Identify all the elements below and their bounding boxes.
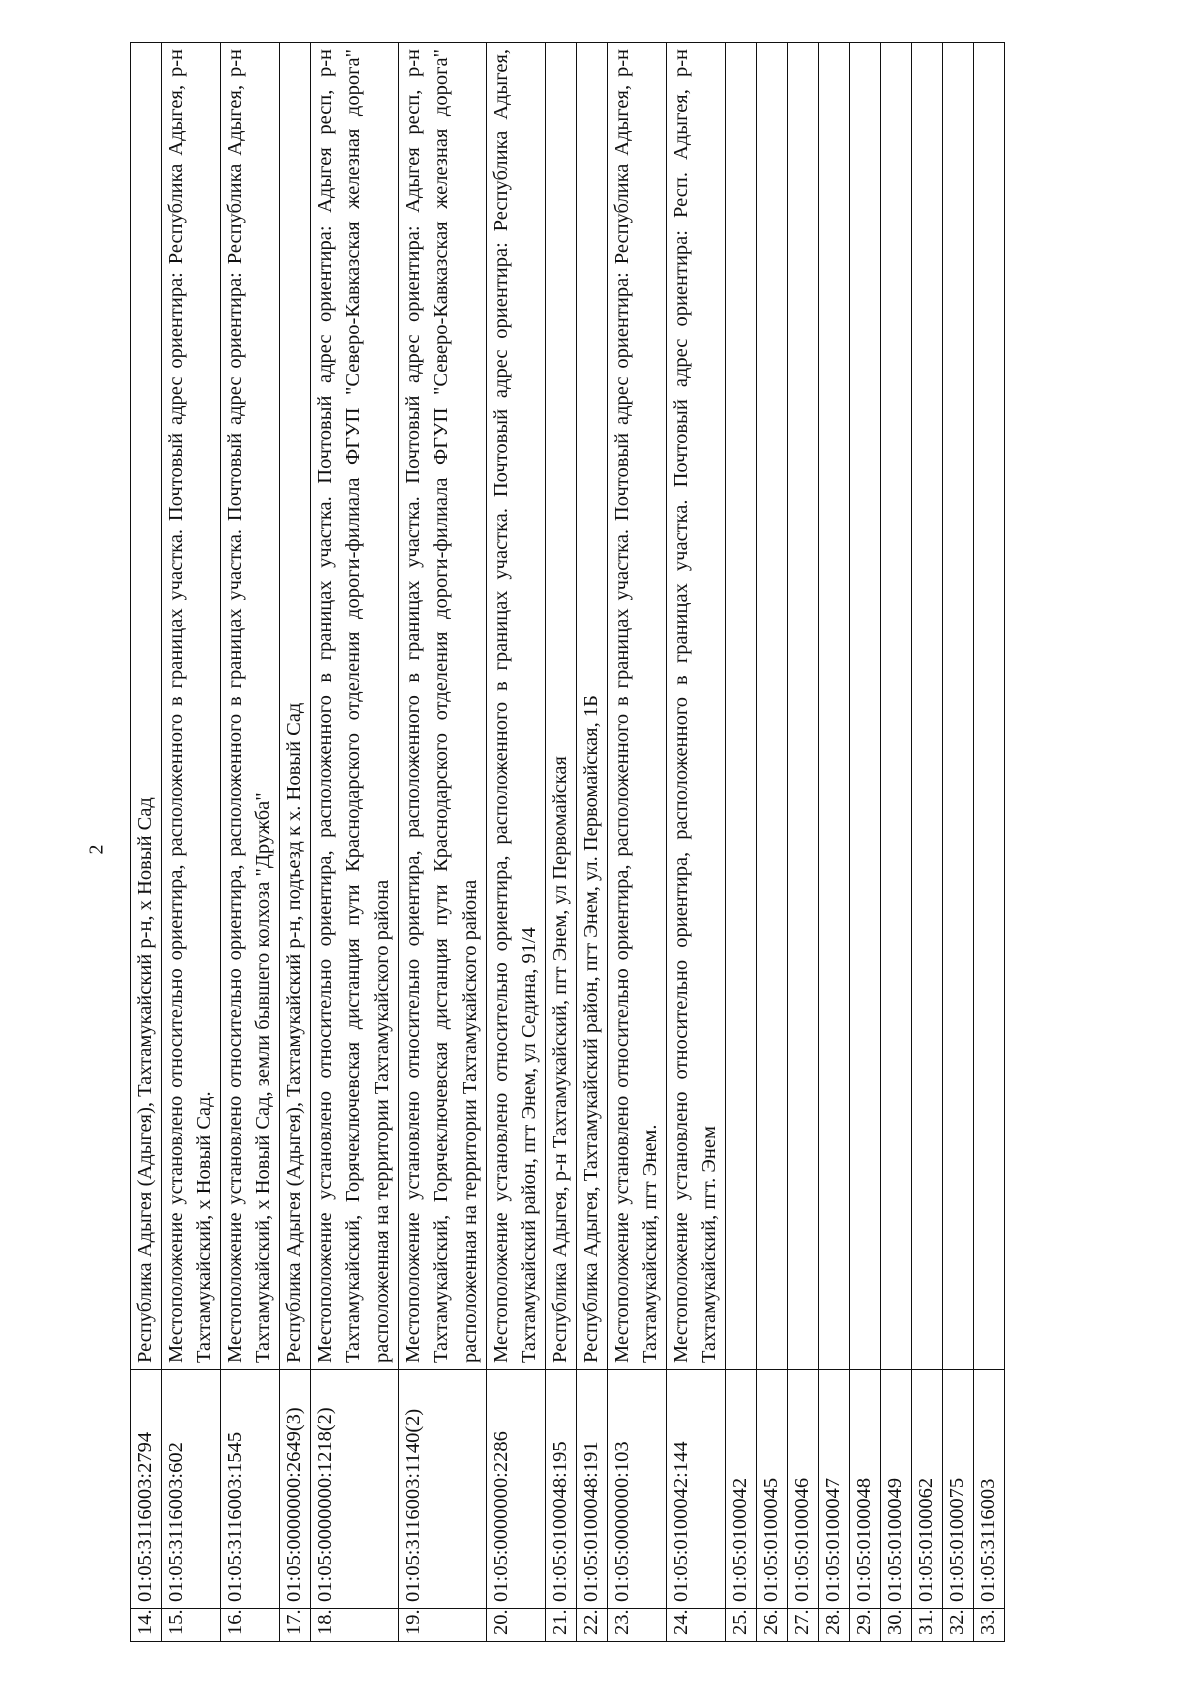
- cadastral-number: 01:05:0100042: [726, 1370, 757, 1609]
- address-cell: [912, 43, 943, 1370]
- table-row: [788, 43, 819, 1642]
- table-row: [850, 43, 881, 1642]
- cadastral-number: 01:05:3116003:2794: [131, 1370, 162, 1609]
- address-cell: [881, 43, 912, 1370]
- row-number: 29.: [850, 1609, 881, 1642]
- table-row: [280, 43, 311, 1642]
- table-row: [726, 43, 757, 1642]
- table-row: [881, 43, 912, 1642]
- table-row: [221, 43, 280, 1642]
- address-cell: Местоположение установлено относительно ориентира, расположенного в границах участка. Почтовый адрес ориентира: Республика Адыгея, р-н Тахтамукайский, х Новый Сад.: [162, 43, 221, 1370]
- row-number: 26.: [757, 1609, 788, 1642]
- row-number: 27.: [788, 1609, 819, 1642]
- table-row: [162, 43, 221, 1642]
- address-cell: Местоположение установлено относительно ориентира, расположенного в границах участка. Почтовый адрес ориентира: Республика Адыгея, р-н Тахтамукайский, х Новый Сад, земли бывшего колхоза "Дружба": [221, 43, 280, 1370]
- cadastral-number: 01:05:3116003:1545: [221, 1370, 280, 1609]
- row-number: 28.: [819, 1609, 850, 1642]
- address-cell: Местоположение установлено относительно ориентира, расположенного в границах участка. Почтовый адрес ориентира: Республика Адыгея, р-н Тахтамукайский, пгт Энем.: [608, 43, 667, 1370]
- row-number: 24.: [667, 1609, 726, 1642]
- address-cell: Республика Адыгея (Адыгея), Тахтамукайский р-н, подъезд к х. Новый Сад: [280, 43, 311, 1370]
- table-row: [819, 43, 850, 1642]
- address-cell: Республика Адыгея, Тахтамукайский район, пгт Энем, ул. Первомайская, 1Б: [577, 43, 608, 1370]
- row-number: 16.: [221, 1609, 280, 1642]
- cadastral-number: 01:05:0000000:2649(3): [280, 1370, 311, 1609]
- table-row: [943, 43, 974, 1642]
- cadastral-number: 01:05:0100045: [757, 1370, 788, 1609]
- table-row: [546, 43, 577, 1642]
- table-row: [974, 43, 1005, 1642]
- address-cell: [788, 43, 819, 1370]
- table-row: [577, 43, 608, 1642]
- cadastral-number: 01:05:3116003:1140(2): [399, 1370, 487, 1609]
- address-cell: [819, 43, 850, 1370]
- row-number: 19.: [399, 1609, 487, 1642]
- address-cell: Местоположение установлено относительно ориентира, расположенного в границах участка. Почтовый адрес ориентира: Респ. Адыгея, р-н Тахтамукайский, пгт. Энем: [667, 43, 726, 1370]
- cadastral-number: 01:05:0100049: [881, 1370, 912, 1609]
- cadastral-number: 01:05:0100048:191: [577, 1370, 608, 1609]
- address-cell: Республика Адыгея (Адыгея), Тахтамукайский р-н, х Новый Сад: [131, 43, 162, 1370]
- row-number: 23.: [608, 1609, 667, 1642]
- address-cell: Местоположение установлено относительно ориентира, расположенного в границах участка. Почтовый адрес ориентира: Республика Адыгея, Тахтамукайский район, пгт Энем, ул Седина, 91/4: [487, 43, 546, 1370]
- row-number: 20.: [487, 1609, 546, 1642]
- cadastral-number: 01:05:0000000:1218(2): [311, 1370, 399, 1609]
- address-cell: [974, 43, 1005, 1370]
- cadastral-number: 01:05:0100048:195: [546, 1370, 577, 1609]
- rotated-content: [130, 42, 1200, 1642]
- row-number: 17.: [280, 1609, 311, 1642]
- row-number: 21.: [546, 1609, 577, 1642]
- row-number: 14.: [131, 1609, 162, 1642]
- row-number: 30.: [881, 1609, 912, 1642]
- address-cell: [757, 43, 788, 1370]
- address-cell: [726, 43, 757, 1370]
- table-row: [608, 43, 667, 1642]
- table-row: [399, 43, 487, 1642]
- cadastral-number: 01:05:0100046: [788, 1370, 819, 1609]
- table-row: [912, 43, 943, 1642]
- cadastral-number: 01:05:0100075: [943, 1370, 974, 1609]
- row-number: 18.: [311, 1609, 399, 1642]
- address-cell: [943, 43, 974, 1370]
- cadastral-number: 01:05:0100047: [819, 1370, 850, 1609]
- table-row: [311, 43, 399, 1642]
- cadastral-number: 01:05:0100048: [850, 1370, 881, 1609]
- address-cell: Местоположение установлено относительно ориентира, расположенного в границах участка. Почтовый адрес ориентира: Адыгея респ, р-н Тахтамукайский, Горячеключевская дистанция пути Краснодарского отделения дороги-филиала ФГУП "Северо-Кавказская железная дорога" расположенная на территории Тахтамукайского района: [399, 43, 487, 1370]
- cadastral-number: 01:05:0100062: [912, 1370, 943, 1609]
- table-row: [757, 43, 788, 1642]
- cadastral-number: 01:05:3116003: [974, 1370, 1005, 1609]
- address-cell: [850, 43, 881, 1370]
- row-number: 15.: [162, 1609, 221, 1642]
- row-number: 32.: [943, 1609, 974, 1642]
- table-row: [667, 43, 726, 1642]
- address-cell: Местоположение установлено относительно ориентира, расположенного в границах участка. Почтовый адрес ориентира: Адыгея респ, р-н Тахтамукайский, Горячеключевская дистанция пути Краснодарского отделения дороги-филиала ФГУП "Северо-Кавказская железная дорога" расположенная на территории Тахтамукайского района: [311, 43, 399, 1370]
- table-row: [131, 43, 162, 1642]
- cadastral-number: 01:05:0000000:103: [608, 1370, 667, 1609]
- address-cell: Республика Адыгея, р-н Тахтамукайский, пгт Энем, ул Первомайская: [546, 43, 577, 1370]
- cadastral-table: [130, 42, 1005, 1642]
- row-number: 25.: [726, 1609, 757, 1642]
- row-number: 31.: [912, 1609, 943, 1642]
- page-number: 2: [85, 844, 108, 855]
- row-number: 22.: [577, 1609, 608, 1642]
- table-row: [487, 43, 546, 1642]
- cadastral-number: 01:05:0000000:2286: [487, 1370, 546, 1609]
- row-number: 33.: [974, 1609, 1005, 1642]
- cadastral-number: 01:05:0100042:144: [667, 1370, 726, 1609]
- cadastral-number: 01:05:3116003:602: [162, 1370, 221, 1609]
